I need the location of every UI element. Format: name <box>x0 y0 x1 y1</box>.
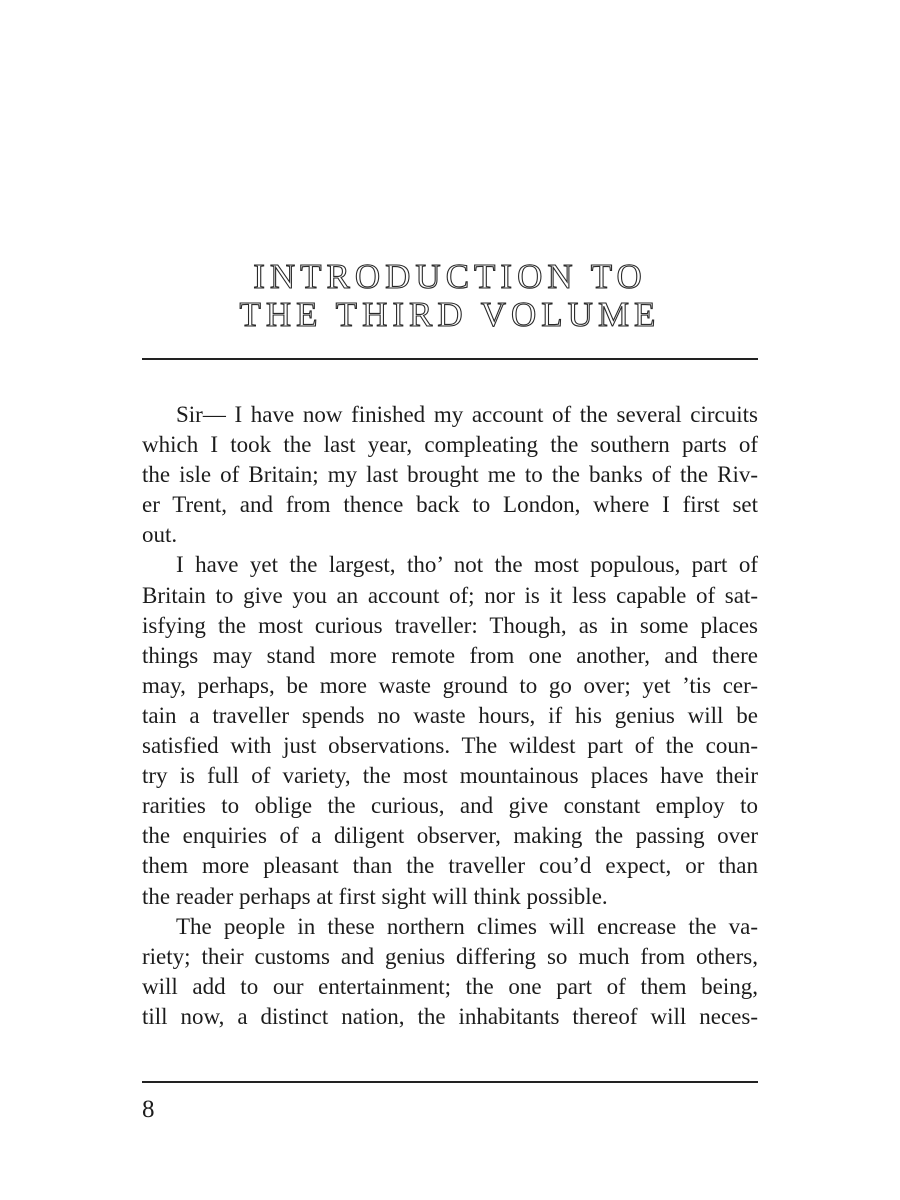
chapter-title-line-1: INTRODUCTION TO <box>253 257 647 296</box>
text-line: out. <box>142 522 178 548</box>
text-line: er Trent, and from thence back to London, where I first set <box>142 492 758 518</box>
text-line: the reader perhaps at first sight will think possible. <box>142 883 608 909</box>
text-line: rarities to oblige the curious, and give constant employ to <box>142 793 758 819</box>
header-divider <box>142 358 758 360</box>
text-line: riety; their customs and genius differing so much from others, <box>142 943 758 969</box>
text-line: the enquiries of a diligent observer, making the passing over <box>142 823 758 849</box>
text-line: tain a traveller spends no waste hours, if his genius will be <box>142 702 758 728</box>
text-line: which I took the last year, compleating the southern parts of <box>142 432 758 458</box>
text-line: satisfied with just observations. The wildest part of the coun- <box>142 733 758 759</box>
text-line: till now, a distinct nation, the inhabitants thereof will neces- <box>142 1003 758 1029</box>
text-line: Britain to give you an account of; nor is it less capable of sat- <box>142 582 758 608</box>
text-line: may, perhaps, be more waste ground to go over; yet ’tis cer- <box>142 672 758 698</box>
page-number: 8 <box>142 1096 155 1123</box>
text-line: things may stand more remote from one another, and there <box>142 642 758 668</box>
text-line: will add to our entertainment; the one part of them being, <box>142 973 758 999</box>
chapter-title-line-2: THE THIRD VOLUME <box>239 295 661 334</box>
body-text <box>142 400 758 1032</box>
text-line: isfying the most curious traveller: Though, as in some places <box>142 612 758 638</box>
text-line: try is full of variety, the most mountainous places have their <box>142 763 758 789</box>
text-line: the isle of Britain; my last brought me to the banks of the Riv- <box>142 462 758 488</box>
chapter-title <box>0 258 900 334</box>
text-line: them more pleasant than the traveller cou’d expect, or than <box>142 853 758 879</box>
text-line: The people in these northern climes will encrease the va- <box>176 913 758 939</box>
footer-divider <box>142 1081 758 1083</box>
text-line: Sir— I have now finished my account of the several circuits <box>176 402 758 427</box>
text-line: I have yet the largest, tho’ not the most populous, part of <box>176 552 758 578</box>
